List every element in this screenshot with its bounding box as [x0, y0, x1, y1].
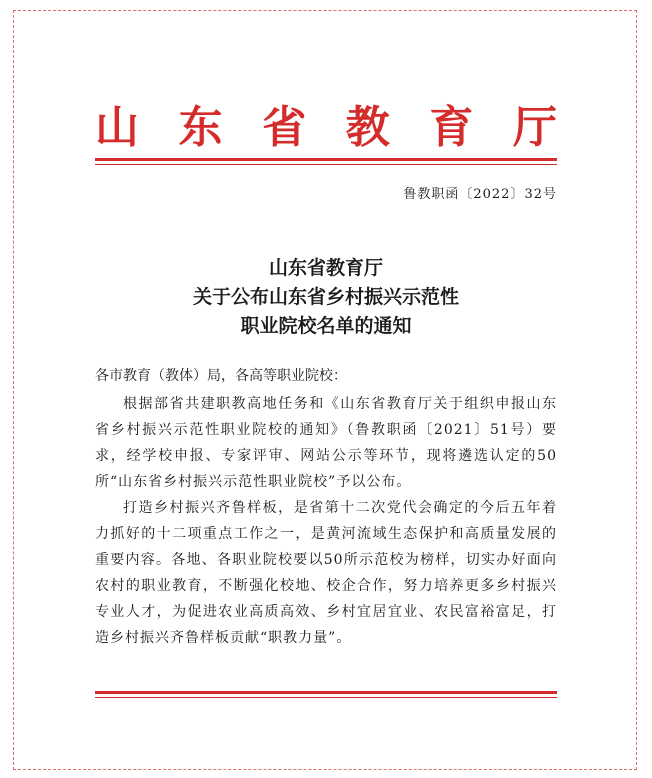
header-divider-thick — [95, 158, 557, 161]
header-char: 山 — [95, 102, 139, 153]
title-line: 山东省教育厅 — [268, 257, 383, 279]
document-number: 鲁教职函〔2022〕32号 — [403, 187, 557, 202]
header-char: 育 — [429, 102, 474, 153]
salutation: 各市教育（教体）局，各高等职业院校： — [95, 368, 347, 384]
header-divider-thin — [95, 164, 557, 165]
body-paragraph: 打造乡村振兴齐鲁样板，是省第十二次党代会确定的今后五年着力抓好的十二项重点工作之一，是黄河流域生态保护和高质量发展的重要内容。各地、各职业院校要以50所示范校为榜样，切实办好面向农村的职业教育，不断强化校地、校企合作，努力培养更多乡村振兴专业人才，为促进农业高质高效、乡村宜居宜业、农民富裕富足，打造乡村振兴齐鲁样板贡献“职教力量”。 — [95, 500, 557, 646]
issuer-header — [95, 103, 557, 153]
title-line: 关于公布山东省乡村振兴示范性 — [192, 286, 459, 308]
footer-divider-thick — [95, 691, 557, 694]
footer-divider-thin — [95, 697, 557, 698]
body-paragraph: 根据部省共建职教高地任务和《山东省教育厅关于组织申报山东省乡村振兴示范性职业院校的通知》（鲁教职函〔2021〕51号）要求，经学校申报、专家评审、网站公示等环节，现将遴选认定的50所“山东省乡村振兴示范性职业院校”予以公布。 — [95, 396, 557, 490]
header-char: 教 — [345, 102, 390, 153]
title-line: 职业院校名单的通知 — [240, 315, 412, 337]
header-char: 东 — [178, 102, 223, 153]
document-title — [95, 254, 557, 341]
header-char: 省 — [262, 102, 307, 153]
header-char: 厅 — [512, 102, 557, 153]
